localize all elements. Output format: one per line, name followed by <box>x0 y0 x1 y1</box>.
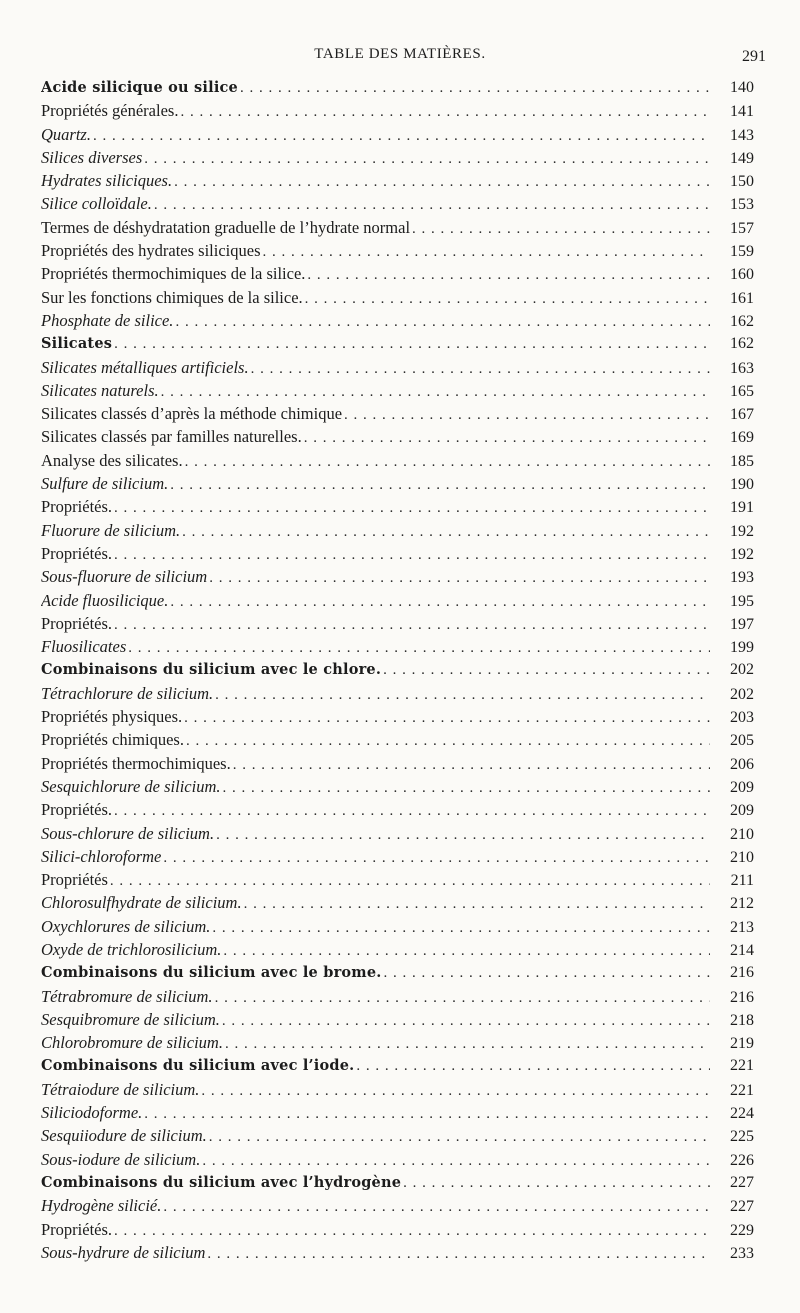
toc-entry <box>41 1008 754 1031</box>
toc-page-number: 163 <box>730 359 754 377</box>
dot-leader <box>344 404 710 425</box>
toc-page-number: 224 <box>730 1105 754 1123</box>
toc-section-heading: Acide silicique ou silice <box>41 79 238 96</box>
dot-leader <box>223 940 710 961</box>
dot-leader <box>223 777 711 798</box>
toc-entry <box>41 1241 754 1264</box>
toc-page-number: 214 <box>730 941 754 959</box>
toc-page-number: 159 <box>730 243 754 261</box>
toc-entry-title: Sesquichlorure de silicium. <box>41 776 221 796</box>
dot-leader <box>182 521 710 542</box>
dot-leader <box>114 1220 710 1241</box>
toc-page-number: 162 <box>730 312 754 330</box>
dot-leader <box>216 824 710 845</box>
toc-page-number: 216 <box>730 988 754 1006</box>
dot-leader <box>212 917 710 938</box>
toc-page-number: 169 <box>730 429 754 447</box>
dot-leader <box>244 893 710 914</box>
dot-leader <box>412 218 710 239</box>
dot-leader <box>304 427 710 448</box>
toc-entry-title: Termes de déshydratation graduelle de l’hydrate normal <box>41 217 411 237</box>
dot-leader <box>185 451 710 472</box>
dot-leader <box>201 1080 710 1101</box>
toc-entry-title: Sur les fonctions chimiques de la silice. <box>41 287 303 307</box>
toc-entry-title: Chlorosulfhydrate de silicium. <box>41 893 242 913</box>
toc-page-number: 167 <box>730 406 754 424</box>
running-title: TABLE DES MATIÈRES. <box>314 46 486 62</box>
toc-page-number: 203 <box>730 709 754 727</box>
toc-page-number: 211 <box>730 872 754 890</box>
dot-leader <box>222 1010 710 1031</box>
toc-entry-title: Propriétés. <box>41 800 113 820</box>
dot-leader <box>403 1172 710 1194</box>
toc-entry-title: Silici-chloroforme <box>41 846 162 866</box>
toc-entry <box>41 495 754 518</box>
toc-page-number: 216 <box>730 964 754 982</box>
toc-entry-title: Hydrates siliciques. <box>41 171 173 191</box>
toc-page-number: 225 <box>730 1128 754 1146</box>
toc-entry <box>41 868 754 891</box>
toc-entry <box>41 658 754 681</box>
toc-entry-title: Silicates métalliques artificiels. <box>41 357 249 377</box>
toc-entry <box>41 1171 754 1194</box>
dot-leader <box>215 684 710 705</box>
dot-leader <box>251 358 710 379</box>
dot-leader <box>154 194 710 215</box>
toc-entry-title: Phosphate de silice. <box>41 310 174 330</box>
toc-entry <box>41 682 754 705</box>
toc-section-heading: Silicates <box>41 335 113 353</box>
toc-entry <box>41 589 754 612</box>
toc-entry <box>41 216 754 239</box>
dot-leader <box>207 1243 710 1264</box>
toc-page-number: 202 <box>730 661 754 679</box>
toc-page-number: 157 <box>730 219 754 237</box>
toc-entry-title: Propriétés. <box>41 613 113 633</box>
dot-leader <box>384 962 711 984</box>
toc-section-heading: Combinaisons du silicium avec l’hydrogène <box>41 1173 402 1191</box>
toc-entry-title: Quartz. <box>41 124 91 144</box>
dot-leader <box>163 847 710 868</box>
toc-section-heading: Combinaisons du silicium avec l’iode. <box>41 1057 355 1075</box>
toc-page-number: 212 <box>730 895 754 913</box>
toc-entry <box>41 565 754 588</box>
dot-leader <box>383 659 710 681</box>
toc-entry <box>41 891 754 914</box>
toc-entry-title: Acide fluosilicique. <box>41 590 169 610</box>
toc-page-number: 221 <box>730 1057 754 1075</box>
toc-entry <box>41 262 754 285</box>
toc-entry-title: Sulfure de silicium. <box>41 474 169 494</box>
dot-leader <box>356 1055 710 1077</box>
toc-page-number: 143 <box>730 126 754 144</box>
dot-leader <box>170 591 710 612</box>
toc-page-number: 191 <box>730 499 754 517</box>
dot-leader <box>215 987 710 1008</box>
toc-page-number: 210 <box>730 825 754 843</box>
toc-page-number: 140 <box>730 79 754 96</box>
toc-entry <box>41 99 754 122</box>
dot-leader <box>114 497 710 518</box>
toc-entry-title: Sous-chlorure de silicium. <box>41 823 215 843</box>
toc-page-number: 195 <box>730 592 754 610</box>
toc-entry <box>41 705 754 728</box>
dot-leader <box>209 1126 710 1147</box>
toc-page-number: 227 <box>730 1198 754 1216</box>
toc-entry <box>41 612 754 635</box>
toc-entry-title: Fluorure de silicium. <box>41 520 181 540</box>
toc-entry-title: Silice colloïdale. <box>41 194 152 214</box>
toc-page-number: 185 <box>730 452 754 470</box>
dot-leader <box>110 870 710 891</box>
toc-page-number: 213 <box>730 918 754 936</box>
toc-page-number: 202 <box>730 685 754 703</box>
toc-page-number: 160 <box>730 266 754 284</box>
toc-entry-title: Propriétés thermochimiques de la silice. <box>41 264 306 284</box>
toc-entry <box>41 1194 754 1217</box>
toc-page-number: 209 <box>730 778 754 796</box>
dot-leader <box>184 707 710 728</box>
toc-page-number: 199 <box>730 639 754 657</box>
toc-entry-title: Chlorobromure de silicium. <box>41 1033 223 1053</box>
toc-entry <box>41 123 754 146</box>
dot-leader <box>144 1103 710 1124</box>
toc-entry <box>41 1218 754 1241</box>
toc-page-number: 153 <box>730 196 754 214</box>
toc-entry <box>41 425 754 448</box>
toc-entry-title: Sous-hydrure de silicium <box>41 1242 206 1262</box>
dot-leader <box>114 333 710 355</box>
toc-entry <box>41 1148 754 1171</box>
toc-entry <box>41 1124 754 1147</box>
toc-entry-title: Propriétés. <box>41 543 113 563</box>
toc-entry-title: Hydrogène silicié. <box>41 1196 162 1216</box>
toc-entry <box>41 542 754 565</box>
toc-page-number: 226 <box>730 1151 754 1169</box>
dot-leader <box>114 614 710 635</box>
dot-leader <box>114 544 710 565</box>
toc-page-number: 192 <box>730 545 754 563</box>
toc-entry <box>41 146 754 169</box>
toc-entry <box>41 356 754 379</box>
toc-page-number: 205 <box>730 732 754 750</box>
toc-entry-title: Siliciodoforme. <box>41 1103 143 1123</box>
toc-entry-title: Propriétés. <box>41 497 113 517</box>
dot-leader <box>305 288 710 309</box>
toc-entry <box>41 1078 754 1101</box>
dot-leader <box>93 125 710 146</box>
toc-entry-title: Silices diverses <box>41 147 143 167</box>
toc-entry-title: Oxyde de trichlorosilicium. <box>41 939 222 959</box>
toc-entry <box>41 938 754 961</box>
toc-entry <box>41 192 754 215</box>
toc-entry-title: Analyse des silicates. <box>41 450 183 470</box>
toc-entry <box>41 775 754 798</box>
toc-entry <box>41 286 754 309</box>
toc-page-number: 229 <box>730 1221 754 1239</box>
toc-entry <box>41 822 754 845</box>
toc-entry <box>41 309 754 332</box>
toc-entry-title: Tétrabromure de silicium. <box>41 986 213 1006</box>
toc-entry <box>41 449 754 472</box>
toc-page-number: 150 <box>730 173 754 191</box>
dot-leader <box>307 264 710 285</box>
running-head <box>0 46 800 72</box>
toc-entry-title: Sous-iodure de silicium. <box>41 1149 201 1169</box>
toc-entry-title: Sesquiiodure de silicium. <box>41 1126 207 1146</box>
toc-entry-title: Tétrachlorure de silicium. <box>41 683 214 703</box>
toc-entry-title: Sous-fluorure de silicium <box>41 567 208 587</box>
toc-entry-title: Propriétés chimiques. <box>41 730 184 750</box>
toc-page-number: 197 <box>730 615 754 633</box>
toc-page-number: 227 <box>730 1173 754 1191</box>
toc-page-number: 165 <box>730 382 754 400</box>
dot-leader <box>186 730 710 751</box>
toc-entry-title: Propriétés générales. <box>41 101 179 121</box>
dot-leader <box>209 567 710 588</box>
toc-entry-title: Silicates classés par familles naturelles. <box>41 427 302 447</box>
toc-entry <box>41 798 754 821</box>
toc-section-heading: Combinaisons du silicium avec le brome. <box>41 964 382 982</box>
dot-leader <box>175 311 710 332</box>
toc-page-number: 206 <box>730 755 754 773</box>
toc-entry <box>41 519 754 542</box>
toc-entry <box>41 961 754 984</box>
toc-page-number: 149 <box>730 149 754 167</box>
dot-leader <box>170 474 710 495</box>
toc-page-number: 162 <box>730 335 754 353</box>
toc-entry <box>41 402 754 425</box>
dot-leader <box>128 637 710 658</box>
toc-entry <box>41 1031 754 1054</box>
dot-leader <box>180 101 710 122</box>
toc-entry-title: Sesquibromure de silicium. <box>41 1009 220 1029</box>
toc-entry-title: Tétraiodure de silicium. <box>41 1079 200 1099</box>
toc-entry-title: Fluosilicates <box>41 637 127 657</box>
toc-entry <box>41 1101 754 1124</box>
toc-page-number: 219 <box>730 1035 754 1053</box>
toc-entry-title: Propriétés des hydrates siliciques <box>41 241 261 261</box>
toc-page-number: 192 <box>730 522 754 540</box>
dot-leader <box>225 1033 710 1054</box>
toc-entry <box>41 472 754 495</box>
toc-entry-title: Silicates naturels. <box>41 380 159 400</box>
dot-leader <box>144 148 710 169</box>
toc-page-number: 210 <box>730 848 754 866</box>
toc-page-number: 233 <box>730 1244 754 1262</box>
toc-page-number: 221 <box>730 1081 754 1099</box>
page-number: 291 <box>742 48 766 65</box>
toc-entry <box>41 169 754 192</box>
toc-entry <box>41 379 754 402</box>
toc-page-number: 190 <box>730 476 754 494</box>
toc-page-number: 193 <box>730 569 754 587</box>
toc-entry-title: Propriétés physiques. <box>41 707 183 727</box>
table-of-contents <box>41 76 754 1264</box>
toc-entry <box>41 1054 754 1077</box>
toc-entry-title: Propriétés. <box>41 1219 113 1239</box>
dot-leader <box>233 754 710 775</box>
dot-leader <box>240 77 710 99</box>
dot-leader <box>174 171 710 192</box>
dot-leader <box>202 1150 710 1171</box>
toc-section-heading: Combinaisons du silicium avec le chlore. <box>41 661 382 679</box>
toc-entry <box>41 728 754 751</box>
toc-entry <box>41 845 754 868</box>
toc-entry-title: Propriétés <box>41 870 108 890</box>
toc-entry <box>41 915 754 938</box>
toc-page-number: 161 <box>730 289 754 307</box>
toc-page-number: 218 <box>730 1011 754 1029</box>
toc-entry <box>41 985 754 1008</box>
toc-page-number: 141 <box>730 103 754 121</box>
toc-entry-title: Oxychlorures de silicium. <box>41 916 211 936</box>
dot-leader <box>161 381 710 402</box>
toc-entry <box>41 239 754 262</box>
dot-leader <box>114 800 710 821</box>
toc-entry-title: Propriétés thermochimiques. <box>41 753 231 773</box>
dot-leader <box>163 1196 710 1217</box>
toc-entry-title: Silicates classés d’après la méthode chimique <box>41 404 343 424</box>
toc-entry <box>41 76 754 99</box>
dot-leader <box>263 241 711 262</box>
toc-entry <box>41 332 754 355</box>
toc-page-number: 209 <box>730 802 754 820</box>
toc-entry <box>41 635 754 658</box>
toc-entry <box>41 752 754 775</box>
